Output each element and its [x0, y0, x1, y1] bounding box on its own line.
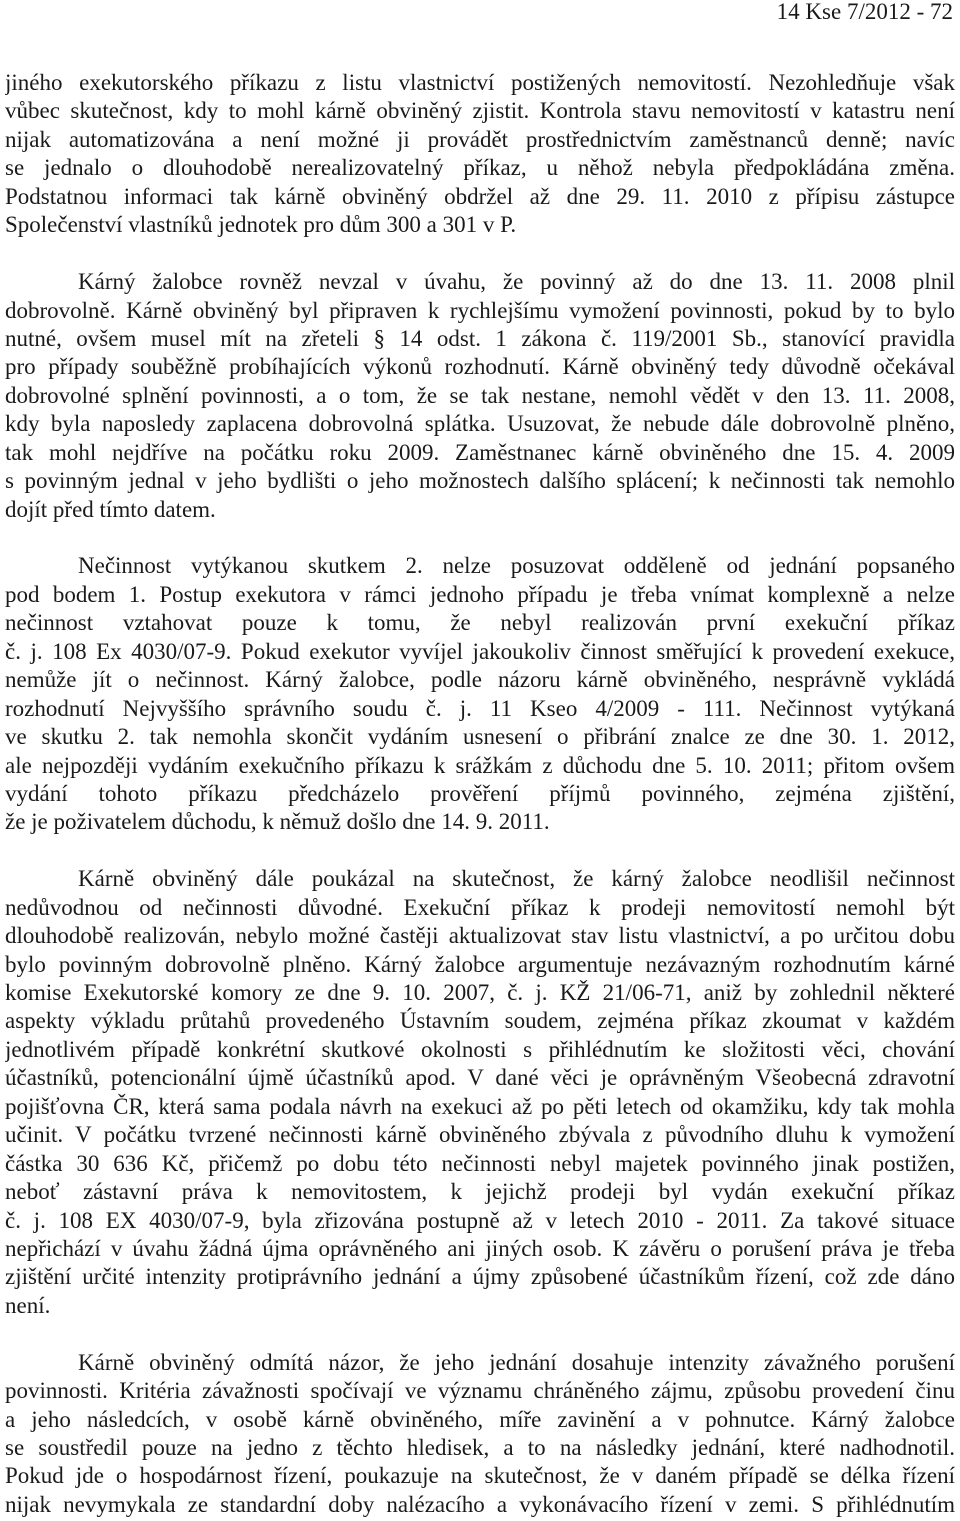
paragraph-line: není.	[5, 1292, 51, 1318]
paragraph-2	[5, 268, 955, 524]
paragraph-line: jednotlivém případě konkrétní skutkové okolnosti s přihlédnutím ke složitosti věci, chování	[5, 1036, 955, 1062]
paragraph-line: se soustředil pouze na jedno z těchto hledisek, a to na následky jednání, které nadhodnotil.	[5, 1435, 955, 1460]
paragraph-line: účastníků, potencionální újmě účastníků apod. V dané věci je oprávněným Všeobecná zdravotní	[5, 1065, 955, 1091]
paragraph-line: rozhodnutí Nejvyššího správního soudu č. j. 11 Kseo 4/2009 - 111. Nečinnost vytýkaná	[5, 695, 955, 721]
paragraph-line: Kárný žalobce rovněž nevzal v úvahu, že povinný až do dne 13. 11. 2008 plnil	[78, 269, 955, 295]
paragraph-line: učinit. V počátku tvrzené nečinnosti kárně obviněného zbývala z původního dluhu k vymožení	[5, 1122, 955, 1148]
paragraph-line: kdy byla naposledy zaplacena dobrovolná splátka. Usuzovat, že nebude dále dobrovolně plněno,	[5, 411, 955, 437]
paragraph-line: neboť zástavní práva k nemovitostem, k jejichž prodeji byl vydán exekuční příkaz	[5, 1179, 955, 1205]
case-reference: 14 Kse 7/2012 - 72	[776, 0, 953, 24]
paragraph-line: aspekty výkladu průtahů provedeného Ústavním soudem, zejména příkaz zkoumat v každém	[5, 1008, 955, 1034]
paragraph-line: bylo povinným dobrovolně plněno. Kárný žalobce argumentuje nezávazným rozhodnutím kárné	[5, 951, 955, 977]
paragraph-line: Společenství vlastníků jednotek pro dům 300 a 301 v P.	[5, 212, 517, 238]
paragraph-line: tak mohl nejdříve na počátku roku 2009. Zaměstnanec kárně obviněného dne 15. 4. 2009	[5, 439, 955, 465]
paragraph-line: se jednalo o dlouhodobě nerealizovatelný příkaz, u něhož nebyla předpokládána změna.	[5, 155, 955, 181]
paragraph-line: dobrovolně. Kárně obviněný byl připraven k rychlejšímu vymožení povinnosti, pokud by to bylo	[5, 297, 955, 323]
paragraph-line: nijak nevymykala ze standardní doby nalézacího a vykonávacího řízení v zemi. S přihlédnutím	[5, 1491, 955, 1517]
paragraph-line: nečinnost vztahovat pouze k tomu, že nebyl realizován první exekuční příkaz	[5, 610, 955, 636]
paragraph-line: Kárně obviněný dále poukázal na skutečnost, že kárný žalobce neodlišil nečinnost	[78, 866, 955, 892]
paragraph-line: jiného exekutorského příkazu z listu vlastnictví postižených nemovitostí. Nezohledňuje však	[5, 70, 955, 95]
paragraph-line: a jeho následcích, v osobě kárně obviněného, míře zavinění a v pohnutce. Kárný žalobce	[5, 1406, 955, 1432]
paragraph-line: nedůvodnou od nečinnosti důvodné. Exekuční příkaz k prodeji nemovitostí nemohl být	[5, 894, 955, 920]
paragraph-line: č. j. 108 EX 4030/07-9, byla zřizována postupně až v letech 2010 - 2011. Za takové situace	[5, 1207, 955, 1233]
paragraph-line: že je poživatelem důchodu, k němuž došlo dne 14. 9. 2011.	[5, 809, 550, 835]
paragraph-5	[5, 1349, 955, 1520]
paragraph-line: nepřichází v úvahu žádná újma oprávněného ani jiných osob. K závěru o porušení práva je třeba	[5, 1235, 955, 1261]
paragraph-line: dojít před tímto datem.	[5, 496, 216, 522]
paragraph-4	[5, 865, 955, 1320]
paragraph-line: povinnosti. Kritéria závažnosti spočívají ve významu chráněného zájmu, způsobu provedení činu	[5, 1378, 955, 1404]
paragraph-line: Nečinnost vytýkanou skutkem 2. nelze posuzovat odděleně od jednání popsaného	[78, 553, 955, 579]
paragraph-line: částka 30 636 Kč, přičemž po dobu této nečinnosti nebyl majetek povinného jinak postižen,	[5, 1150, 955, 1176]
paragraph-1	[5, 69, 955, 240]
paragraph-line: nemůže jít o nečinnost. Kárný žalobce, podle názoru kárně obviněného, nesprávně vykládá	[5, 667, 955, 693]
document-body	[5, 69, 955, 1519]
paragraph-line: nutné, ovšem musel mít na zřeteli § 14 odst. 1 zákona č. 119/2001 Sb., stanovící pravidla	[5, 325, 955, 351]
paragraph-line: Kárně obviněný odmítá názor, že jeho jednání dosahuje intenzity závažného porušení	[78, 1349, 955, 1375]
paragraph-3	[5, 552, 955, 836]
paragraph-line: pro případy souběžně probíhajících výkonů rozhodnutí. Kárně obviněný tedy důvodně očekával	[5, 354, 955, 380]
paragraph-line: nijak automatizována a není možné ji provádět prostřednictvím zaměstnanců denně; navíc	[5, 126, 955, 152]
paragraph-line: Pokud jde o hospodárnost řízení, poukazuje na skutečnost, že v daném případě se délka řízení	[5, 1463, 955, 1489]
paragraph-line: komise Exekutorské komory ze dne 9. 10. 2007, č. j. KŽ 21/06-71, aniž by zohlednil některé	[5, 980, 955, 1005]
paragraph-line: Podstatnou informaci tak kárně obviněný obdržel až dne 29. 11. 2010 z přípisu zástupce	[5, 183, 955, 209]
paragraph-line: vůbec skutečnost, kdy to mohl kárně obviněný zjistit. Kontrola stavu nemovitostí v katastru není	[5, 98, 955, 124]
paragraph-line: dobrovolné splnění povinnosti, a o tom, že se tak nestane, nemohl vědět v den 13. 11. 2008,	[5, 382, 955, 408]
paragraph-line: ale nejpozději vydáním exekučního příkazu k srážkám z důchodu dne 5. 10. 2011; přitom ovšem	[5, 752, 955, 778]
paragraph-line: ve skutku 2. tak nemohla skončit vydáním usnesení o přibrání znalce ze dne 30. 1. 2012,	[5, 724, 955, 750]
paragraph-line: č. j. 108 Ex 4030/07-9. Pokud exekutor vyvíjel jakoukoliv činnost směřující k provedení exekuce,	[5, 638, 955, 664]
paragraph-line: s povinným jednal v jeho bydlišti o jeho možnostech dalšího splácení; k nečinnosti tak nemohlo	[5, 468, 955, 494]
paragraph-line: pojišťovna ČR, která sama podala návrh na exekuci až po pěti letech od okamžiku, kdy tak mohla	[5, 1093, 955, 1119]
paragraph-line: dlouhodobě realizován, nebylo možné častěji aktualizovat stav listu vlastnictví, a po určitou dobu	[5, 923, 955, 949]
paragraph-line: vydání tohoto příkazu předcházelo prověření příjmů povinného, zejména zjištění,	[5, 780, 955, 806]
paragraph-line: zjištění určité intenzity protiprávního jednání a újmy způsobené účastníkům řízení, což zde dáno	[5, 1264, 955, 1290]
paragraph-line: pod bodem 1. Postup exekutora v rámci jednoho případu je třeba vnímat komplexně a nelze	[5, 581, 955, 607]
